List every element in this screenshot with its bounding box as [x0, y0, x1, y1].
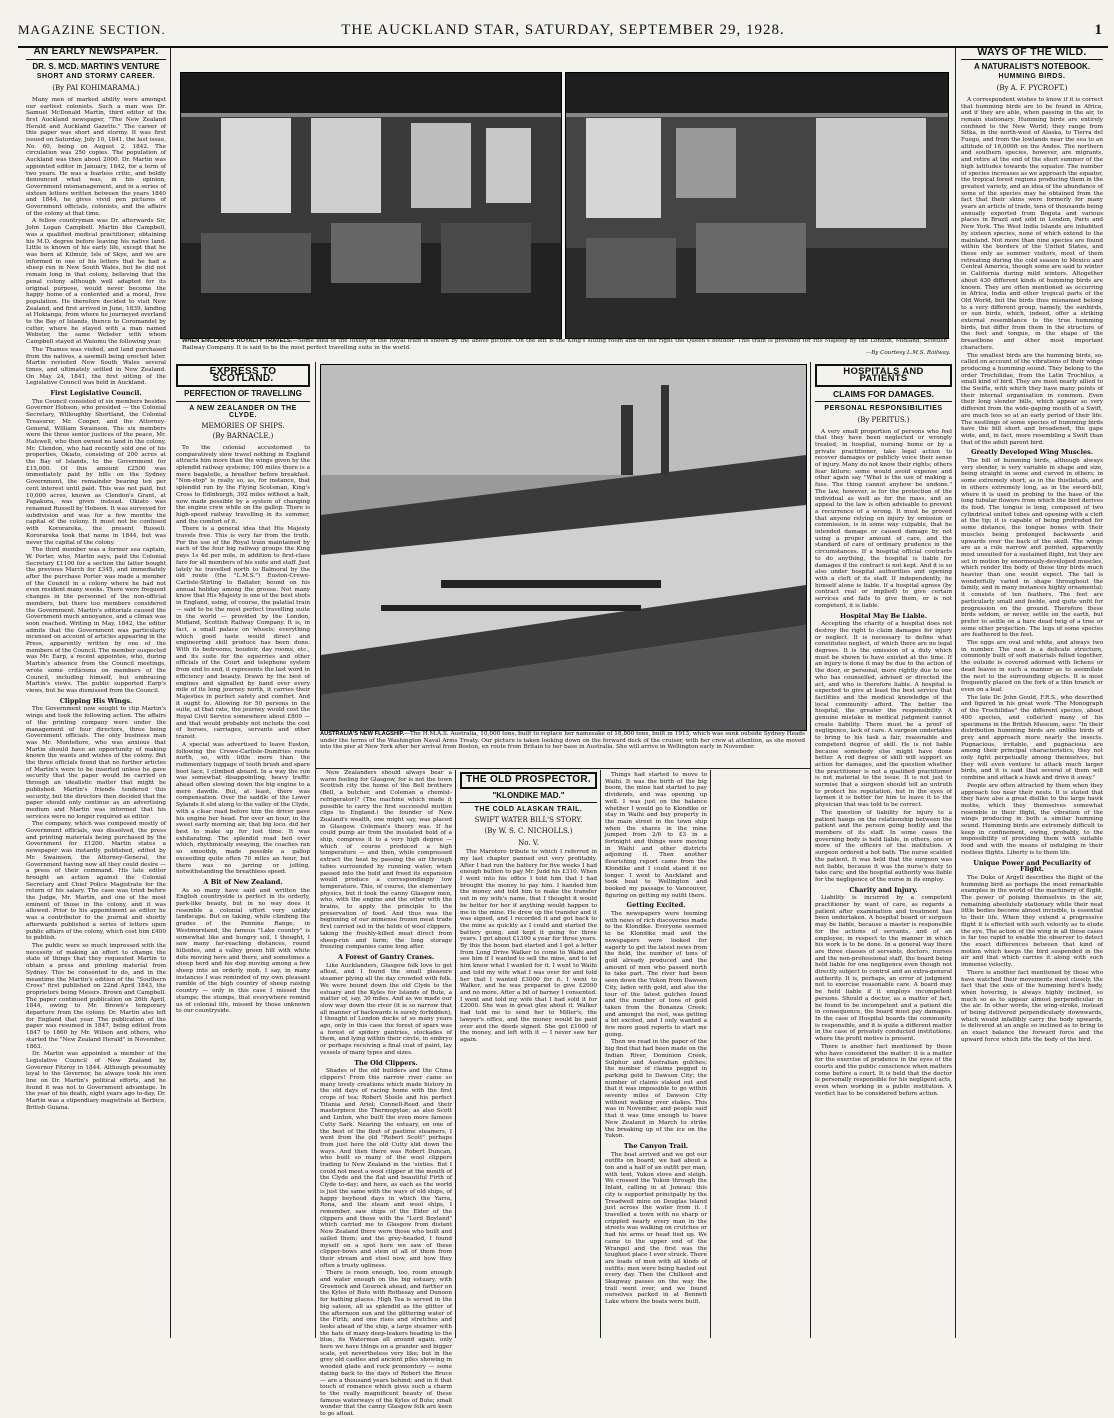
paragraph: There is another fact mentioned by those who have watched their movements most closely, the fact that the axis of the humming bird's body, when hovering, is always highly inclined, so much so as to appear almost perpendicular in the air. In other words, the wing-stroke, instead of being delivered perpendicularly downwards, which would infallibly carry the body upwards, is delivered at an angle so inclined as to bring to an exact balance the forward force and the upward force which lifts the body of the bird. [961, 969, 1103, 1043]
page-number: 1 [1094, 22, 1102, 38]
paragraph: Things had started to move to Waihi. It was the birth of the big boom, the mine had started to pay dividends, and was opening up well. I was just on the balance whether I would go to Klondike or stay in Waihi and buy property in the main street in the town ship when the shares in the mine jumped from 2/6 to £3 in a fortnight and things were moving in Waihi and other districts adjoining it. Then another flourishing report came from the Klondike and I could stand it no longer. I went to Auckland and took boat to Wellington and booked my passage to Vancouver, figuring on getting my outfit there. [605, 772, 707, 899]
byline: (By A. F. PYCROFT.) [996, 84, 1068, 93]
paragraph: Then we read in the paper of the big find that had been made on the Indian River, Dominion Creek, Sulphur and Australian gulches; the number of claims pegged in parking gold to Dawson City; the number of claims staked out and that it was impossible to go within seventy miles of Dawson City without walking over stakes. This was in November, and people said that it was time enough to leave New Zealand in March to strike the breaking up of the ice on the Yukon. [605, 1039, 707, 1140]
paragraph: A fellow countryman was Dr. afterwards Sir, John Logan Campbell. Martin like Campbell, was a qualified medical practitioner, obtaining his M.D. degree before leaving his native land. Little is known of his early life, except that he was born at Kilmuir, Isle of Skye, and we are informed in one of his letters that he had a sheep run in New South Wales, but he did not remain long in that colony, believing that the penal colony although well adapted for its original purpose, would never become the happy home of a contented and a moral, free population. He therefore decided to visit New Zealand, and first arrived in June, 1839, landing at Hokianga, from where he journeyed overland to the Bay of Islands, thence to Coromandel by cutter, where he stayed with a man named Webster, the same Webster with whom Campbell stayed at Waiomu the following year. [26, 218, 166, 346]
article-hospitals-and-patients [815, 364, 952, 1336]
subheading: Unique Power and Peculiarity of Flight. [973, 858, 1091, 874]
subhead: CLAIMS FOR DAMAGES. [815, 391, 952, 402]
headline: EXPRESS TO SCOTLAND. [209, 366, 277, 384]
deck: A NEW ZEALANDER ON THE CLYDE. [189, 405, 297, 419]
deck-secondary: SWIFT WATER BILL'S STORY. [474, 816, 583, 825]
paragraph: To the colonial accustomed to comparatively slow travel nothing in England attracts him more than the wings given by the splendid railway systems; 100 miles there is a mere bagatelle, a breather before breakfast. "Non-stop" is really so, as, for instance, that splendid run by the Flying Scotsman, King's Cross to Edinburgh, 392 miles without a halt, now made possible by a system of changing the engine crew while on the gallop. There is high-speed railway travelling in its summer, and the comfort of it. [176, 444, 310, 525]
paragraph: The boat arrived and we got our outfits on board; we had about a ton and a half of an outfit per man, with tent, Yukon stove and sleigh. We crossed the Yukon through the Inlaid, calling in at Juneau; this city is supported principally by the Treadwell mine on Douglas Island just across the water from it. I travelled a town with no sharp or crippled nearly every man in the streets was walking on crutches or had his arms or head tied up. We came to the upper end of the Wrangel and the first was the toughest place I ever struck. There are loads of men with all kinds of outfits; men were being hauled out every day. Then the Chilkoot and Skagway passes on the way the trail went over, and we found ourselves packed in at Bennett Lake where the boats were built. [605, 1151, 707, 1306]
subheading: Hospital May Be Liable. [839, 611, 928, 620]
paragraph: Many men of marked ability were amongst our earliest colonists. Such a man was Dr. Samuel McDonald Martin, third editor of the first Auckland newspaper, "The New Zealand Herald and Auckland Gazette." The career of this paper was short and stormy. It was first issued on Saturday, July 10, 1841, the last issue, No. 60, being on August 2, 1842. The circulation was 250 copies. The population of Auckland was then about 2000. Dr. Martin was appointed editor in January, 1842, for a term of two years. He was a fearless critic, and boldly denounced what was, in his opinion, Government mismanagement, and in a series of sixteen letters written between the years 1840 and 1844, he gives vivid pen pictures of Government officials, colonists, and the affairs of the colony at that time. [26, 96, 166, 217]
headline: HOSPITALS AND PATIENTS [843, 366, 924, 384]
paragraph: Like Aucklanders, Glasgow folk love to get afloat, and I found the small pleasure steamer plying all the day crowded with folk. We were bound down the old Clyde to the estuary and the Kyles for Islands of Bute, a matter of, say, 30 miles. And as we made our slow way down the river (it is so narrow that all manner of backwards is surely forbidden), I thought of London docks of so many years ago, only in this case the forest of spars was a forest of spidery gantries, stockades of them, and lying within their circle, in embryo or perhaps receiving a final coat of paint, lay vessels of many types and sizes. [320, 962, 452, 1056]
deck: HUMMING BIRDS. [998, 73, 1066, 81]
subhead: DR. S. MCD. MARTIN'S VENTURE [32, 61, 160, 71]
paragraph: The public were so much impressed with the necessity of making an effort to change the state of things that they requested Martin to obtain a press and printing material from Sydney. This he consented to do, and in the meantime the Martin's edition of the "Southern Cross" first published on 22nd April 1843, the proprietors being Messrs. Brown and Campbell. The paper continued publication on 26th April, 1844, owing to Mr. Brown's temporary departure from the colony. Dr. Martin also left for England that year. The publication of the paper was resumed in 1847, being edited from 1847 to 1860 by Mr. Wilson and others, who started the "New Zealand Herald" in November, 1863. [26, 943, 166, 1050]
caption-text: —Some idea of the luxury of the Royal train is shown by the above picture. On the left is the King's sitting room and on the right the Queen's boudoir. This train is provided for His Majesty by the London, Midland, Scottish Railway Company. It is said to be the most perfect travelling suite in the world. [182, 338, 947, 351]
byline: (By W. S. C. NICHOLLS.) [484, 826, 573, 835]
paragraph: Accepting the charity of a hospital does not destroy the right to claim damages for injury or neglect. It is necessary to define what constitutes neglect, of which there are no legal degrees. It is the omission of a duty which must be shown to have existed at the time. If an injury is done it may be due to the action of the door, or personal, more rightly due to one who has counselled, advised or directed the act, and who is therefore liable. A hospital is expected to give at least the best service that facilities and the medical knowledge of the local community afford. The better the hospital, the greater the responsibility. A genuine mistake in medical judgment cannot create liability. There must be a proof of negligence, lack of care. A surgeon undertakes to bring to his task a fair, reasonable and competent degree of skill. He is not liable because somebody else might have done better. A rod degree of skill will support an action for damages, and the question whether the practitioner is not a qualified practitioner is not material to the issue. It is not just to surmise that a surgeon should tell an untruth to protect his reputation, but in the eyes of laymen it is better for him to leave it to the physician that was told to be correct. [815, 621, 952, 809]
paragraph: People are often attracted by them when they approach too near their nests. It is stated that they have also a great dislike to the large hawk moths, which they themselves somewhat resemble in their flight, the vibration of the wings producing in both a similar humming sound. Humming birds are extremely difficult to keep in confinement, owing, probably, to the impossibility of providing them with suitable food and with the means of indulging in their restless flights. Liberty is to them life. [961, 782, 1103, 856]
paragraph: The question of liability for injury to a patient hangs on the relationship between the patient and the person going bodily and the members of its staff. In some cases the governing body is held liable, in others, one or more of the officers of the institution. A surgeon ordered a hot bath. The nurse scalded the patient. It was held that the surgeon was not liable, because it was the nurse's duty to take care; and the hospital authority was liable for the negligence of the nurse in its employ. [815, 809, 952, 883]
subheading: A Bit of New Zealand. [203, 877, 283, 886]
hmas-australia-photo [320, 364, 807, 731]
paragraph: The bill of humming birds, although always very slender, is very variable in shape and size, being straight in some and curved in others; in some extremely short, as in the thistletails, and in others extremely long, as in the sword-bill, where it is used in probing to the base of the long tubular flowers from which the bird derives its food. The tongue is long, composed of two cylindrical united tubes and opening with a cleft at the tip; it is capable of being protruded for some distance, the tongue bones with their muscles being prolonged backwards and upwards over the back of the skull. The wings are as a rule narrow and pointed, apparently most unsuited for a sustained flight, but they are set in motion by enormously-developed muscles, which render the body of these tiny birds much heavier than one would expect. The tail is wonderfully varied in shape throughout the family, and in many instances highly ornamental; it consists of ten feathers. The feet are particularly small and feeble, and quite unfit for progression on the ground. Therefore these birds seldom, or never, settle on the earth, but prefer to settle on a bare dead twig of a tree or some other projection. The legs of some species are feathered to the feet. [961, 458, 1103, 639]
royal-train-sitting-room-photo [180, 72, 562, 339]
paragraph: There is a general idea that His Majesty travels free. This is very far from the truth. For the use of the Royal train maintained by each of the four big railway groups the King pays 1s 4d per mile, in addition to first-class fare for all members of his suite and staff. Just lately he travelled north to Balmoral by the old route (the "L.M.S.") Euston-Crewe-Carlisle-Stirling to Ballater, bound on his annual holiday among the grouse. Not many know that His Majesty is one of the best shots in England, using, of course, the palatial train — said to be the most perfect travelling suite in the world — provided by the London, Midland, Scottish Railway Company. It is, in fact, a small palace on wheels; everything which good taste would direct and engineering skill produce has been done. With its bedrooms, boudoir, day rooms, etc., and its suite for the equerries and other officials of the Court and telephone system from end to end, it represents the last word in efficiency and beauty. Drawn by the best of engines and signalled by hand over every mile of its long journey north, it carries their Majesties in perfect safety and comfort. And it ought to. Allowing for 50 persons in the suite, at that rate, the journey would cost the Royal Civil Service somewhere about £800 — and that would probably not include the cost of horses, carriages, servants and other transit. [176, 526, 310, 741]
paragraph: New Zealanders should always bear a warm feeling for Glasgow, for is not the town Scottish city the home of the Bell brothers (Bell, a butcher, and Coleman a chemist-refrigerator)? (The machine which made it possible to carry the first successful mutton clips to England.) the founder of New Zealand's wealth, one might say, was placed in Glasgow. Coleman's theory was. If he could pump air from the insulated hold of a ship, compress it to a very high degree — which of course produced a high temperature — and then, while compressed extract the heat by passing the air through tubes surrounded by running water, when passed into the hold and freed its expansion would produce a correspondingly low temperature. This, of course, the elementary physics, but it took the canny Glasgow men, who, with the engine and the other with the brains, to apply the principle to the preservation of food. And thus was the beginning of our immense frozen meat trade first carried out in the holds of wool clippers, taking the freshly-killed meat direct from sheep-run and farm; the long storage freezing companies came long after. [320, 770, 452, 951]
byline: (By PAI KOHIMARAMA.) [52, 84, 140, 93]
paragraph: The company, which was composed mostly of Government officials, was dissolved, the press and printing materials being purchased by the Government for £1200. Martin states a newspaper was instantly published, edited by Mr. Swainson, the Attorney-General, the Government having now all they could desire — a press of their command. His late editor brought an action against the Colonial Secretary and Chief Police Magistrate for the return of his salary. The case was tried before the Judge, Mr. Martin, and one of the most eminent of those in the colony, and it was allowed. Prior to his appointment as editor he was a contributor to the journal and shortly afterwards published a series of letters upon public affairs of the colony, which cost him £400 to publish. [26, 821, 166, 942]
article-express-to-scotland [176, 364, 310, 1336]
paragraph: There is another fact mentioned by those who have considered the matter: it is a matter for the exercise of prudence in the eyes of the courts and the public conscience when matters come before a court. It is held that the doctor is personally responsible for his negligent acts, even when working in a public institution. A verdict has to be considered before action. [815, 1043, 952, 1097]
byline: (By BARNACLE.) [212, 432, 274, 441]
article-express-to-scotland-cont [320, 770, 452, 1418]
paragraph: The eggs are oval and white, and always two in number. The nest is a delicate structure, commonly built of soft materials felted together, the outside is covered adorned with lichens or dead leaves in such a manner as to assimilate the nest to the surrounding objects. It is most frequently placed on the fork of a thin branch or even on a leaf. [961, 640, 1103, 693]
hmas-australia-caption [320, 731, 805, 751]
subheading: Getting Excited. [626, 901, 686, 910]
subheading: Charity and Injury. [849, 885, 918, 894]
paragraph: As so many have said and written the English countryside is perfect in its orderly, park-like beauty, but in no way does it resemble a colonial effort very untidy landscape. But on taking, while climbing the grades of the Pennine Range, in Westmoreland, the famous "Lake country" is somewhat like and hungry soil, I thought, I saw many far-reaching distances, round hillsides, and a valley green hill with white dots moving here and there, and sometimes a sheep herd and his dog moving among a few sheep into an orderly mob, I say, in many instances I was reminded of my own pleasant ramble of the high country of sheep raising country — only in this case I missed the stumps; the stumps, that everywhere remind us of colonial life, missed by those unknown to our countryside. [176, 887, 310, 1015]
subheading: The Canyon Trail. [623, 1141, 689, 1150]
paragraph: The Government now sought to clip Martin's wings and took the following action. The affairs of the printing company were under the management of four directors, three being Government officials. The only business man was Mr. Montefiore, who was anxious that Martin should have an opportunity of making known the wants and wishes of the colony. But the three officials found that no further articles of Martin's were to be inserted unless he gave security that the paper would be carried on through an idealistic matter that might be published. Martin's friends tendered this security, but the directors then decided that the paper should only continue as an advertising medium and Martin was informed that his services were no longer required as editor. [26, 706, 166, 820]
photo-credit: —By Courtesy L.M.S. Railway. [865, 350, 950, 356]
deck-secondary: MEMORIES OF SHIPS. [201, 421, 285, 430]
paragraph: The Council consisted of six members besides Governor Hobson, who presided — the Colonial Secretary, Willoughby Shortland, the Colonial Treasurer, Mr. Cooper, and the Attorney-General, William Swainson. The six members were the three senior justices of the peace, Mr. Halswell, who then owned no land in the colony, Mr. Clendon, who had recently sold one of his properties, Okiato, consisting of 200 acres at the Bay of Islands, to the Government for £15,000. Of this amount £2500 was immediately paid by bills on the Sydney Government, the remainder bearing ten per cent interest until paid. This was not paid, but 10,000 acres, known as Clendon's Grant, at Papakura, was given instead. Okiato was renamed Russell by Hobson. It was surveyed for subdivision and was for a few months the capital of the colony. It must not be confused with Kororareka, the present Russell. Kororareka took that name in 1844, but was never the capital of the colony. [26, 398, 166, 546]
royal-train-caption [182, 338, 947, 351]
deck: THE COLD ALASKAN TRAIL. [474, 806, 583, 814]
article-ways-of-the-wild [961, 48, 1103, 1336]
subhead: PERFECTION OF TRAVELLING [176, 391, 310, 402]
paragraph: There is room enough, too, room enough and water enough on the big estuary, with Greenock and Gourock ahead, and farther on the Kyles of Bute with Rothesay and Dunoon for bathing places. High Tea is served in the big saloon, all as splendid as the glitter of the afternoon sun and the glittering water of the Firth; and one rises and stretches and looks ahead of the ship, a large steamer with the hats of many deep-leakers heading to the blue, its Waterman all around again, only here we have things on a grander and bigger scale, yet nevertheless very like; but in the grey old castles and ancient piles showing in wooded glade and rock promontory — some dating back to the days of Robert the Bruce — are a thousand years behind; and in it that touch of romance which gives such a charm to the really magnificent beauty of these famous waterways of the Kyles of Bute; small wonder that the canny Glasgow folk are keen to go afloat. [320, 1270, 452, 1418]
subheading: First Legislative Council. [50, 389, 142, 398]
caption-lead: AUSTRALIA'S NEW FLAGSHIP. [320, 731, 405, 737]
paragraph: A correspondent wishes to know if it is correct that humming birds are to be found in Africa, and if they are able, when passing in the air, to remain stationary. Humming birds are entirely confined to the New World; they range from Sitka, in the north-west of Alaska, to Tierra del Fuego, and from the lowlands near the sea to an altitude of 16,000ft on the Andes. The northern and southern species, however, are migrants, and retire at the end of the short summer of the high latitudes towards the equator. The number of species increases as we approach the equator, the tropical forest regions producing them in the greatest variety, and an idea of the abundance of some of the species may be obtained from the fact that their skins were formerly for many years an article of trade, tens of thousands being annually exported from Bogota and various places in Brazil and sold in London, Paris and New York. The West India Islands are inhabited by sixteen species, none of which extend to the mainland. Not more than nine species are found within the borders of the United States, and these only as summer visitors, most of them retreating during the cold season to Mexico and Central America, though some are said to winter in California during mild winters. Altogether about 430 different kinds of humming birds are known. They are often mentioned as occurring in Africa, India and other tropical parts of the Old World, but the birds thus misnamed belong to a very different group, namely, the sunbirds, or sun birds, which, indeed, offer a striking external resemblance to the true humming birds, but differ from them in the structure of the feet and tongue, in the shape of the breastbone and other most important characters. [961, 96, 1103, 351]
paragraph: The smallest birds are the humming birds, so-called on account of the vibrations of their wings producing a humming sound. They belong to the order Trochilidae, from the Latin Trochilus, a small kind of bird. They are most nearly allied to the Swifts, with which they have many points of their internal organisation in common. Even their long slender bills, which appear so very different from the wide-gaping mouth of a Swift, are much less so at an early period of their life. The nestlings of some species of humming birds have the bill short and broadened, the gape wide, and, in fact, more resembling a Swift than that of the adult parent bird. [961, 352, 1103, 446]
article-old-prospector-cont [605, 772, 707, 1336]
headline: WAYS OF THE WILD. [977, 46, 1087, 58]
deck: SHORT AND STORMY CAREER. [36, 73, 156, 81]
subheading: Clipping His Wings. [59, 696, 133, 705]
masthead [18, 20, 1108, 48]
byline: (By PERITUS.) [857, 415, 910, 424]
part-number: No. V. [518, 838, 539, 847]
subhead: "KLONDIKE MAD." [460, 793, 597, 804]
paragraph: A special was advertised to leave Euston, following the Crewe-Carlisle-Dumfries route north, so, with little more than the rudimentary luggage of tooth brush and spare boot lace, I climbed aboard. In a way the run was somewhat disappointing, heavy traffic ahead often slowing down the big engine to a mere dawdle. But, at least, there was compensation. Over the saddle of the Lower Sylands it slid along to the valley of the Clyde, with a clear road before him the driver gave his engine her head. For over an hour, in the sweet early morning air, that big loco. did her best to make up for lost time. It was exhilarating. The splendid road bed over which, rhythmically swaying, the coaches ran so smoothly, made possible a gallop exceeding quite often 70 miles an hour, but there was no jarring or jolting, notwithstanding the breathless speed. [176, 741, 310, 876]
paragraph: The Marotoro tribute to which I referred in my last chapter panned out very profitably. After I had run the battery for five weeks I had enough bullion to pay Mr. Judd his £310. When I went into his office I told him that I had brought the money to pay him. I handed him the money and told him to make the transfer out in my wife's name, that I thought it would be better for her if anything would happen to me in the mine. He drew up the transfer and it was signed, and I recorded it and got back to the mine as quickly as I could and started the battery going, and kept it going for three years. I got about £1300 a year for three years. By this the boom had started and I got a letter from Long Drive Walker to come to Waihi and see him if I wanted to sell the mine, and to let him know what I wanted for it. I went to Waihi and told my wife what I was over for and told her that I wanted £3000 for it. I went to Walker, and he was prepared to give £2000 and no more. After a bit of barney I consented. I went and told my wife that I had sold it for £2000. She was in great glee about it. Walker had told me to send her to Miller's, the lawyer's office, and the money would be paid over and the deeds signed. She got £1000 of the money, and left with it — I never saw her again. [460, 849, 597, 1043]
caption-lead: WHEN ENGLAND'S ROYALTY TRAVELS. [182, 338, 293, 344]
royal-train-boudoir-photo [565, 72, 949, 339]
paragraph: The Thames was visited, and land purchased from the natives, a sawmill being erected later. Martin revisited New South Wales several times, and ultimately settled in New Zealand. On May 24, 1841, the first sitting of the Legislative Council was held in Auckland. [26, 346, 166, 387]
newspaper-title: THE AUCKLAND STAR, SATURDAY, SEPTEMBER 29, 1928. [341, 22, 785, 38]
paragraph: The late Dr. John Gould, F.R.S., who described and figured in his great work "The Monograph of the Trochilidae" the different species, about 400 species, and collected many of his specimens in the British Museum, says: "In their distribution humming birds are unlike birds of prey and approach more nearly the insects. Pugnacious, irritable, and pugnacious are among their principal characteristics, they not only fight perpetually among themselves, but they will even venture to attack much larger birds, and it is said that several of them will combine and attack a hawk and drive it away." [961, 694, 1103, 782]
caption-text: —The H.M.A.S. Australia, 10,000 tons, built to replace her namesake of 18,800 tons, built in 1913, which was sunk outside Sydney Heads under the terms of the Washington Naval Arms Treaty. Our picture is taken looking down on the forward deck of the cruiser, with her crew at attention, as she moved into the pier at New York after her arrival from Boston, en route from Britain to her base in Australia. She will arrive in Wellington early in November. [320, 731, 805, 751]
paragraph: Shades of the old builders and the China clippers! From this narrow river came so many lovely creations which made history in the old days of racing home with the first crops of tea; Robert Steele and his perfect Titania and Ariel; Connell-Reed and their masterpiece the Thermopylae; as also Scott and Linton, who built the even more famous Cutty Sark. Nearing the estuary, on one of the best of the fleet of pastime steamers, I went from the old "Robert Scott" perhaps from just here the old Cutty slid down the ways. And then there was Robert Duncan, who built so many of the wool clippers trading to New Zealand in the 'sixties. But I could not meet a wool clipper at the mouth of the Clyde and the flat and beautiful Firth of Clyde to-day; and here, as each as the world is just the same with the ways of old ships, of happy boyhood days in which the Yarra, Rona, and the steam and wool ships, I remember, saw ships of the Elder of the clippers and those with the "Lord Boyland" which carried me to Glasgow from distant New Zealand there were those who built and sailed them; and the grey-headed, I found myself on a spot here we saw of these clipper-bows and stem of all of them from their stream and steel now, and how they often a trusty ugliness. [320, 1068, 452, 1269]
paragraph: The third member was a former sea captain, W. Porter, who, Martin says, paid the Colonial Secretary £1100 for a section the latter bought the previous March for £345, and immediately after the purchase Porter was made a member of the Council in a colony where he had not even resident many weeks. There were frequent changes in the personnel of the non-official members, but there too members considered the Government. Martin's editorials caused the Government much annoyance, and a climax was soon reached. Writing in May, 1842, the editor admits that the Government was particularly incensed on account of articles appearing in the Press, apparently written by one of the members of the Council. The member suspected was Mr. Earp, a recent appointee, who, during Martin's absence from the Council meetings, wrote some criticisms on members of the Council, including himself, but embracing Martin's views. The public supported Earp's views, but he was dismissed from the Council. [26, 547, 166, 694]
paragraph: Dr. Martin was appointed a member of the Legislative Council of New Zealand by Governor Fitzroy in 1844. Although presumably loyal to the Governor, he always took his own line on Dr. Martin's political efforts, and he found it was not to Government advantage. In the year of his death, eight years ago to-day, Dr. Martin was a stipendiary magistrate at Berbice, British Guiana. [26, 1051, 166, 1111]
deck: PERSONAL RESPONSIBILITIES [824, 405, 943, 413]
section-label: MAGAZINE SECTION. [18, 22, 166, 37]
paragraph: Liability is incurred by a competent practitioner by want of care, as regards a patient after examination and treatment has been undertaken. A hospital board or surgeon may be liable, because a master is responsible for the actions of servants, and of an employee, in respect to the manner in which his work is to be done. In a general way there are three classes of servants, doctors, nurses and the non-professional staff, the board being held liable for one negligence even though not directly subject to control and an extra-general authority. It is, perhaps, an error of judgment not to exercise reasonable care. A board may be held liable if it employs incompetent persons. Should a doctor, as a matter of fact, be found to be incompetent and a patient die in consequence, the board must pay damages. In the case of Hospital boards the community is responsible, and it is quite a different matter in the case of privately conducted institutions, where the profit motive is present. [815, 895, 952, 1043]
headline: THE OLD PROSPECTOR. [466, 774, 591, 785]
paragraph: The Duke of Argyll describes the flight of the humming bird as perhaps the most remarkable examples in the world of the machinery of flight. The power of poising themselves in the air, remaining absolutely stationary while their neat little bodies become almost invisible, is essential to their life. When they extend a progressive flight it is effected with such velocity as to elude the eye. The action of the wing in all these cases is far too rapid to enable the observer to detect the exact differences between that kind of motion which keeps the bird suspended in the air and that which carries it along with such immense velocity. [961, 874, 1103, 969]
subheading: A Forest of Gantry Cranes. [337, 952, 435, 961]
article-old-prospector [460, 772, 597, 1336]
article-early-newspaper [26, 48, 166, 1336]
subheading: The Old Clippers. [354, 1058, 418, 1067]
paragraph: A very small proportion of persons who feel that they have been neglected or wrongly treated, in hospital, nursing home or by a private practitioner, take legal action to recover damages or publicly voice their sense of injury. Many do not know their rights; others fear failure; some would avoid expense and other again say "What is the use of making a fuss. The thing cannot anyhow be undone." The law, however, is for the protection of the individual as well as for the mass, and an appeal to the law is often advisable to prevent a recurrence of a wrong. It must be proved that anyone relying on injury by omission or commission, is in some way culpable, that he intended damage or caused damage by not using a proper amount of care, and the standard of care of ordinary prudence in the circumstances. If a hospital official contracts to do anything, the hospital is liable for damages if the contract is not kept. And it is so also under hospital authorities and opening with a cleft of its staff. If independently, he himself alone is liable. If a hospital agrees (by contract real or implied) to give certain services and fails to give them, or is not competent, it is liable. [815, 428, 953, 609]
subhead: A NATURALIST'S NOTEBOOK. [973, 61, 1091, 71]
headline: AN EARLY NEWSPAPER. [33, 46, 159, 57]
subheading: Greatly Developed Wing Muscles. [970, 448, 1094, 457]
paragraph: The newspapers were teeming with news of rich discoveries made to the Klondike. Everyone seemed to be Klondike mad and the newspapers were looked for eagerly to get the latest news from the field, the number of tons of gold already produced and the amount of men who passed north to take part. The river had been seen down the Yukon from Dawson City, laden with gold, and also the tour of the latest gulches found and the number of tons of gold taken from the Bonanza Creek; and amongst the rest, was getting a bit excited, and I only wanted a few more good reports to start me going. [605, 911, 707, 1038]
